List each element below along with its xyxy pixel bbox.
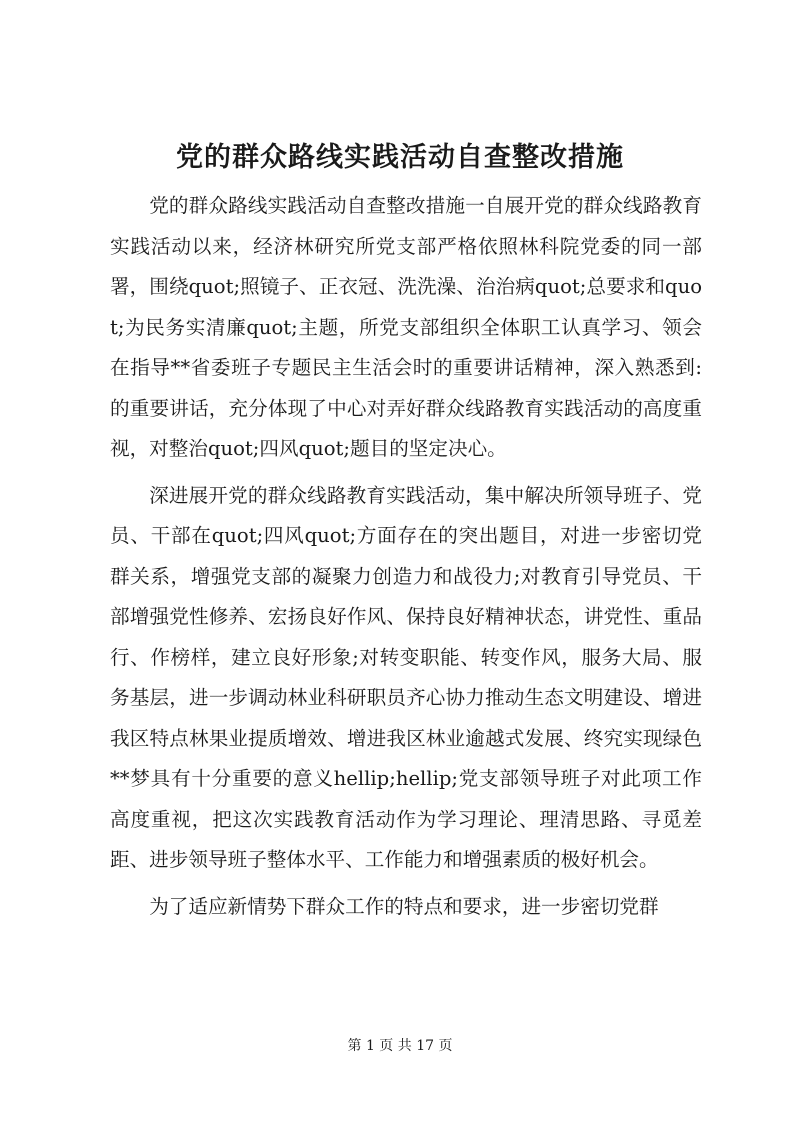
paragraph-1: 党的群众路线实践活动自查整改措施一自展开党的群众线路教育实践活动以来，经济林研究所党支部严格依照林科院党委的同一部署，围绕quot;照镜子、正衣冠、洗洗澡、治治病quot;总要求和quot;为民务实清廉quot;主题，所党支部组织全体职工认真学习、领会在指导**省委班子专题民主生活会时的重要讲话精神，深入熟悉到:的重要讲话，充分体现了中心对弄好群众线路教育实践活动的高度重视，对整治quot;四风quot;题目的坚定决心。 (110, 194, 702, 460)
page-number-footer: 第 1 页 共 17 页 (347, 1038, 453, 1054)
document-title: 党的群众路线实践活动自查整改措施 (176, 142, 624, 173)
paragraph-3: 为了适应新情势下群众工作的特点和要求，进一步密切党群 (149, 894, 659, 918)
paragraph-2: 深进展开党的群众线路教育实践活动，集中解决所领导班子、党员、干部在quot;四风quot;方面存在的突出题目，对进一步密切党群关系，增强党支部的凝聚力创造力和战役力;对教育引导党员、干部增强党性修养、宏扬良好作风、保持良好精神状态，讲党性、重品行、作榜样，建立良好形象;对转变职能、转变作风，服务大局、服务基层，进一步调动林业科研职员齐心协力推动生态文明建设、增进我区特点林果业提质增效、增进我区林业逾越式发展、终究实现绿色**梦具有十分重要的意义hellip;hellip;党支部领导班子对此项工作高度重视，把这次实践教育活动作为学习理论、理清思路、寻觅差距、进步领导班子整体水平、工作能力和增强素质的极好机会。 (110, 483, 702, 871)
document-body (110, 186, 702, 933)
